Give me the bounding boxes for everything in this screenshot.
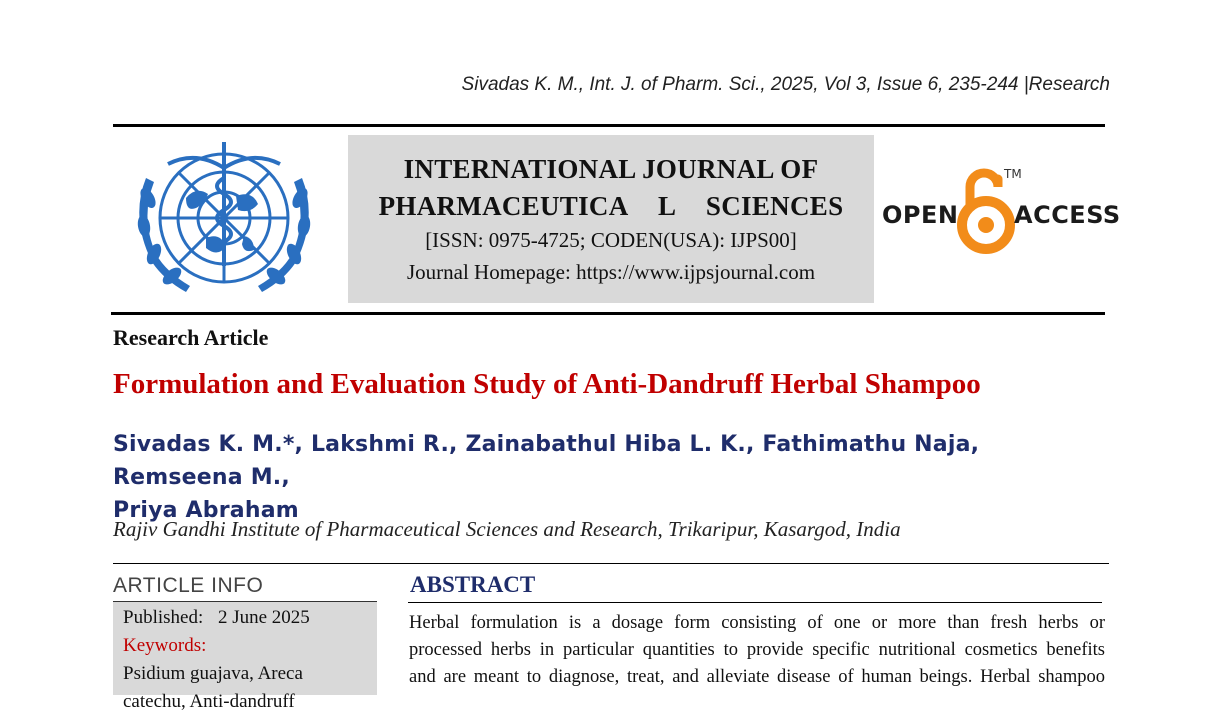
- published-row: [123, 604, 367, 632]
- published-label: Published:: [123, 607, 204, 628]
- abstract-heading: ABSTRACT: [410, 572, 536, 597]
- open-access-access-text: ACCESS: [1014, 201, 1121, 229]
- header-rule-top: [113, 124, 1105, 127]
- article-info-box: [113, 602, 377, 712]
- abstract-line2: processed herbs in particular quantities to provide specific nutritional cosmetics benefits: [409, 640, 1105, 660]
- open-access-trademark: TM: [1004, 167, 1022, 181]
- open-access-logo: [880, 165, 1121, 255]
- authors-line1: Sivadas K. M.*, Lakshmi R., Zainabathul Hiba L. K., Fathimathu Naja, Remseena M.,: [113, 432, 980, 490]
- section-divider: [113, 563, 1109, 564]
- header-rule-bottom: [111, 312, 1105, 315]
- article-type: Research Article: [113, 325, 269, 350]
- keywords-label: Keywords:: [123, 635, 207, 656]
- authors: [113, 428, 1113, 527]
- authors-line2: Priya Abraham: [113, 498, 299, 523]
- journal-issn: [ISSN: 0975-4725; CODEN(USA): IJPS00]: [425, 228, 797, 252]
- affiliation: Rajiv Gandhi Institute of Pharmaceutical Sciences and Research, Trikaripur, Kasargod, India: [113, 517, 901, 541]
- open-access-open-text: OPEN: [882, 201, 959, 229]
- abstract-text: [409, 610, 1105, 691]
- journal-title-line1: INTERNATIONAL JOURNAL OF: [403, 154, 819, 184]
- un-emblem-logo: [126, 138, 326, 308]
- journal-title-box: [348, 135, 874, 303]
- abstract-line3: and are meant to diagnose, treat, and alleviate disease of human beings. Herbal shampoo: [409, 667, 1105, 687]
- citation-header: Sivadas K. M., Int. J. of Pharm. Sci., 2025, Vol 3, Issue 6, 235-244 |Research: [461, 74, 1110, 95]
- keywords-line1: Psidium guajava, Areca: [123, 663, 303, 684]
- abstract-line1: Herbal formulation is a dosage form consisting of one or more than fresh herbs or: [409, 613, 1105, 633]
- article-info-heading: ARTICLE INFO: [113, 574, 264, 597]
- article-title: Formulation and Evaluation Study of Anti-Dandruff Herbal Shampoo: [113, 368, 981, 400]
- journal-homepage: Journal Homepage: https://www.ijpsjournal.com: [406, 260, 816, 284]
- published-value: 2 June 2025: [217, 607, 310, 628]
- journal-title-line2: PHARMACEUTICA L SCIENCES: [378, 191, 844, 221]
- abstract-rule: [408, 602, 1102, 603]
- keywords-line2: catechu, Anti-dandruff: [123, 691, 295, 712]
